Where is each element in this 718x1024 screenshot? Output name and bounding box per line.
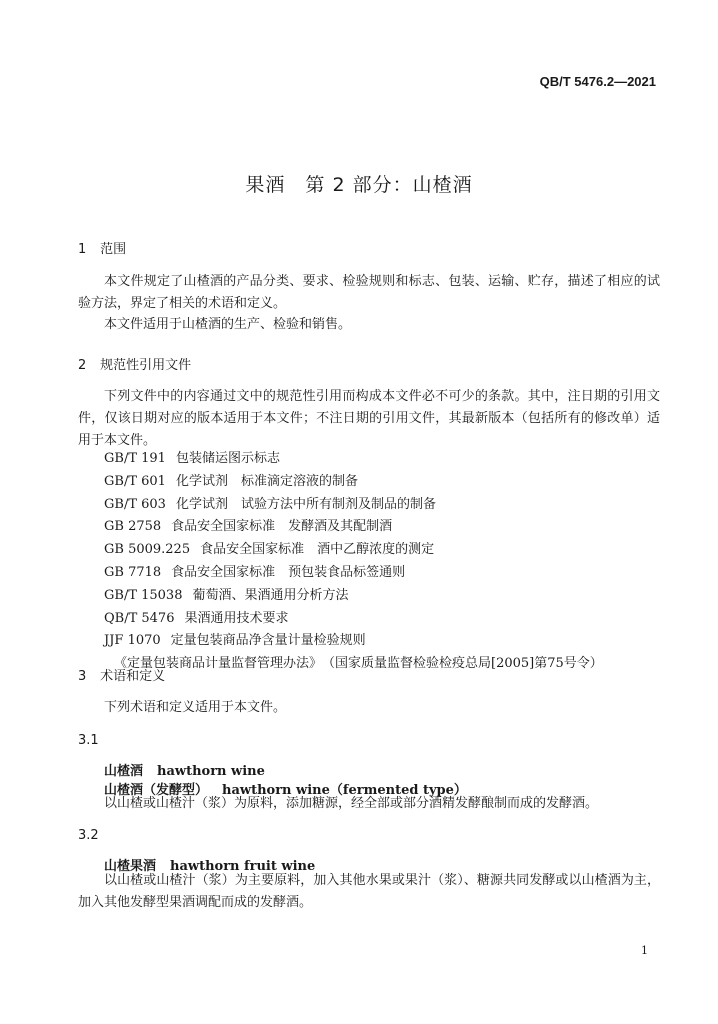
- term-name-zh: 山楂酒: [104, 764, 144, 779]
- term-name: [104, 760, 265, 779]
- reference-name: 化学试剂 试验方法中所有制剂及制品的制备: [175, 496, 436, 512]
- references-intro-paragraph: 下列文件中的内容通过文中的规范性引用而构成本文件必不可少的条款。其中，注日期的引用文件，仅该日期对应的版本适用于本文件；不注日期的引用文件，其最新版本（包括所有的修改单）适用于本文件。: [78, 389, 660, 448]
- page-number: 1: [641, 944, 648, 957]
- reference-name: 食品安全国家标准 发酵酒及其配制酒: [171, 519, 393, 535]
- section-title: 范围: [100, 242, 127, 257]
- reference-item: [114, 653, 603, 676]
- reference-list: [104, 448, 603, 676]
- reference-item: [104, 585, 603, 608]
- reference-name: 葡萄酒、果酒通用分析方法: [192, 587, 349, 603]
- reference-name: 化学试剂 标准滴定溶液的制备: [175, 473, 358, 489]
- reference-item: [104, 516, 603, 539]
- section-heading-scope: [78, 238, 126, 257]
- term-name-en: hawthorn wine: [157, 764, 265, 779]
- reference-code: QB/T 5476: [104, 610, 175, 626]
- reference-code: GB 5009.225: [104, 542, 191, 558]
- reference-item: [104, 562, 603, 585]
- reference-item: [104, 630, 603, 653]
- reference-item: [104, 608, 603, 631]
- term-number: 3.1: [78, 733, 99, 748]
- reference-name: 食品安全国家标准 预包装食品标签通则: [171, 564, 406, 580]
- reference-code: GB 7718: [104, 564, 162, 580]
- term-number: 3.2: [78, 828, 99, 843]
- term-definition: 以山楂或山楂汁（浆）为原料，添加糖源，经全部或部分酒精发酵酿制而成的发酵酒。: [104, 796, 599, 811]
- reference-name: 定量包装商品净含量计量检验规则: [170, 633, 366, 649]
- document-title: 果酒 第 2 部分：山楂酒: [245, 174, 473, 196]
- term-name-en: hawthorn fruit wine: [170, 859, 316, 874]
- reference-code: GB/T 601: [104, 473, 166, 489]
- section-number: 2: [78, 358, 87, 373]
- reference-code: GB/T 603: [104, 496, 166, 512]
- term-name-en: hawthorn wine（fermented type）: [222, 783, 467, 798]
- reference-code: JJF 1070: [104, 633, 161, 649]
- reference-name: （国家质量监督检验检疫总局[2005]第75号令）: [322, 656, 603, 672]
- terms-intro-paragraph: 下列术语和定义适用于本文件。: [104, 700, 287, 715]
- section-heading-terms: [78, 665, 165, 684]
- section-heading-normative-references: [78, 354, 191, 373]
- reference-code: GB 2758: [104, 519, 162, 535]
- reference-name: 包装储运图示标志: [175, 451, 280, 466]
- section-number: 3: [78, 669, 87, 684]
- section-title: 规范性引用文件: [100, 358, 192, 373]
- scope-paragraph: 本文件适用于山楂酒的生产、检验和销售。: [104, 317, 352, 332]
- term-definition: 以山楂或山楂汁（浆）为主要原料，加入其他水果或果汁（浆）、糖源共同发酵或以山楂酒为主，加入其他发酵型果酒调配而成的发酵酒。: [78, 873, 660, 910]
- term-name-zh: 山楂酒（发酵型）: [104, 783, 209, 798]
- scope-paragraph: 本文件规定了山楂酒的产品分类、要求、检验规则和标志、包装、运输、贮存，描述了相应的试验方法，界定了相关的术语和定义。: [78, 274, 660, 311]
- section-number: 1: [78, 242, 87, 257]
- standard-code: QB/T 5476.2—2021: [539, 74, 656, 89]
- term-name-zh: 山楂果酒: [104, 859, 157, 874]
- reference-item: [104, 539, 603, 562]
- reference-item: [104, 448, 603, 471]
- reference-item: [104, 471, 603, 494]
- reference-name: 果酒通用技术要求: [184, 610, 289, 626]
- reference-code: GB/T 191: [104, 451, 166, 466]
- reference-item: [104, 494, 603, 517]
- reference-code: 《定量包装商品计量监督管理办法》: [114, 656, 323, 672]
- reference-code: GB/T 15038: [104, 587, 183, 603]
- reference-name: 食品安全国家标准 酒中乙醇浓度的测定: [200, 542, 435, 558]
- section-title: 术语和定义: [100, 669, 166, 684]
